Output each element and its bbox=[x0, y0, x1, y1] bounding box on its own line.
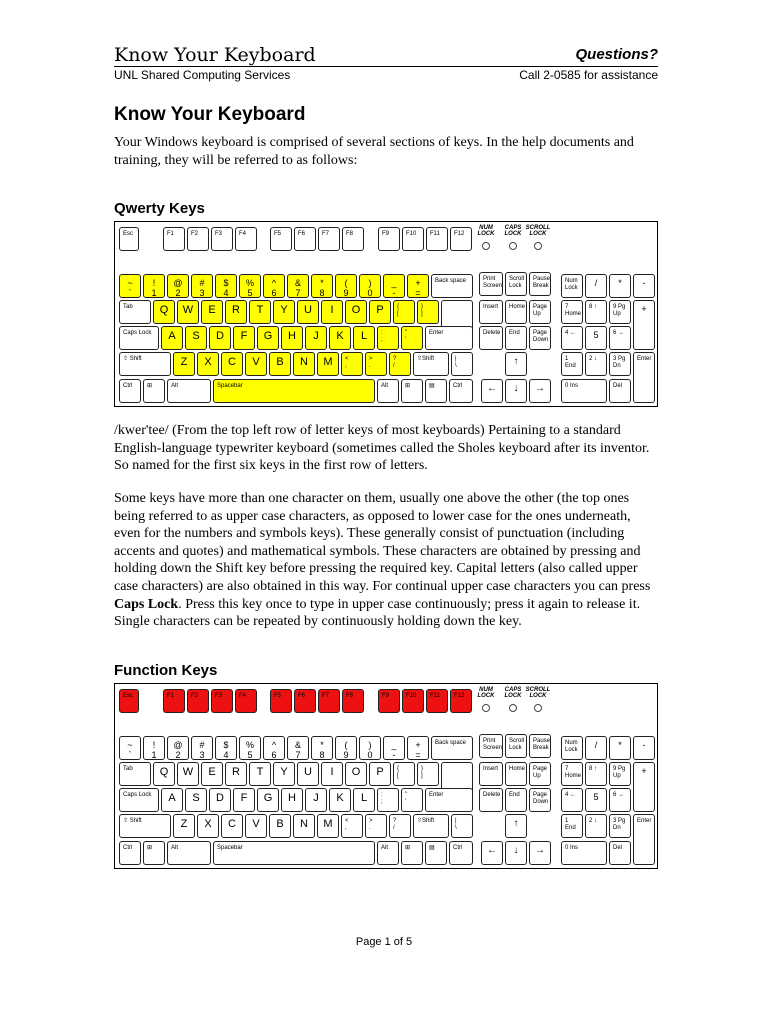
keyboard-key: ~ ` bbox=[119, 274, 141, 298]
keyboard-key: J bbox=[305, 326, 327, 350]
keyboard-key: } ] bbox=[417, 762, 439, 786]
keyboard-key: Caps Lock bbox=[119, 788, 159, 812]
keyboard-key: @ 2 bbox=[167, 274, 189, 298]
keyboard-key: K bbox=[329, 788, 351, 812]
keyboard-key: F5 bbox=[270, 227, 292, 251]
keyboard-key: F6 bbox=[294, 689, 316, 713]
led-label: SCROLL LOCK bbox=[525, 687, 551, 699]
keyboard-key: Alt bbox=[167, 841, 211, 865]
led-label: NUM LOCK bbox=[477, 225, 495, 237]
keyboard-key: F9 bbox=[378, 227, 400, 251]
keyboard-key: Enter bbox=[633, 814, 655, 865]
keyboard-key: F7 bbox=[318, 689, 340, 713]
keyboard-key: Z bbox=[173, 814, 195, 838]
keyboard-key: + = bbox=[407, 736, 429, 760]
intro-paragraph: Your Windows keyboard is comprised of several sections of keys. In the help documents and training, they will be referred to as follows: bbox=[114, 135, 634, 168]
keyboard-key: Print Screen bbox=[479, 272, 503, 296]
keyboard-key: 6 → bbox=[609, 326, 631, 350]
keyboard-key: D bbox=[209, 326, 231, 350]
keyboard-key: Delete bbox=[479, 788, 503, 812]
keyboard-key: Page Down bbox=[529, 326, 551, 350]
keyboard-key: 9 Pg Up bbox=[609, 300, 631, 324]
keyboard-key: % 5 bbox=[239, 736, 261, 760]
keyboard-key: / bbox=[585, 274, 607, 298]
keyboard-key: Spacebar bbox=[213, 379, 375, 403]
keyboard-key: ) 0 bbox=[359, 274, 381, 298]
keyboard-key: Ctrl bbox=[449, 841, 473, 865]
keyboard-key: F11 bbox=[426, 227, 448, 251]
keyboard-key: 8 ↑ bbox=[585, 762, 607, 786]
keyboard-key: " ' bbox=[401, 788, 423, 812]
keyboard-key: A bbox=[161, 326, 183, 350]
keyboard-key: → bbox=[529, 841, 551, 865]
keyboard-key: O bbox=[345, 300, 367, 324]
keyboard-key: * bbox=[609, 736, 631, 760]
keyboard-key: F6 bbox=[294, 227, 316, 251]
keyboard-key: F2 bbox=[187, 227, 209, 251]
keyboard-key: F8 bbox=[342, 227, 364, 251]
keyboard-key: - bbox=[633, 274, 655, 298]
keyboard-key: * 8 bbox=[311, 274, 333, 298]
keyboard-key: ⇧ Shift bbox=[119, 814, 171, 838]
keyboard-key: V bbox=[245, 814, 267, 838]
keyboard-key: N bbox=[293, 352, 315, 376]
led-label: CAPS LOCK bbox=[504, 687, 522, 699]
header-questions: Questions? bbox=[575, 46, 658, 63]
keyboard-key: Alt bbox=[377, 379, 399, 403]
keyboard-key: ( 9 bbox=[335, 274, 357, 298]
keyboard-key: R bbox=[225, 762, 247, 786]
keyboard-key: F8 bbox=[342, 689, 364, 713]
page-footer: Page 1 of 5 bbox=[355, 936, 413, 948]
keyboard-key: 7 Home bbox=[561, 762, 583, 786]
keyboard-key: P bbox=[369, 300, 391, 324]
keyboard-key: U bbox=[297, 762, 319, 786]
led-label: SCROLL LOCK bbox=[525, 225, 551, 237]
keyboard-key: ← bbox=[481, 379, 503, 403]
keyboard-key: R bbox=[225, 300, 247, 324]
keyboard-key: B bbox=[269, 352, 291, 376]
keyboard-key: Y bbox=[273, 762, 295, 786]
header-call: Call 2-0585 for assistance bbox=[519, 68, 658, 82]
keyboard-key: & 7 bbox=[287, 736, 309, 760]
keyboard-key: Delete bbox=[479, 326, 503, 350]
keyboard-key: 0 Ins bbox=[561, 379, 607, 403]
keyboard-key: M bbox=[317, 352, 339, 376]
keyboard-key: F1 bbox=[163, 689, 185, 713]
keyboard-qwerty bbox=[114, 221, 658, 407]
keyboard-key: S bbox=[185, 788, 207, 812]
keyboard-key: 1 End bbox=[561, 352, 583, 376]
keyboard-key: < , bbox=[341, 814, 363, 838]
keyboard-key: F4 bbox=[235, 689, 257, 713]
keyboard-key: # 3 bbox=[191, 274, 213, 298]
keyboard-key: F bbox=[233, 788, 255, 812]
keyboard-key: + bbox=[633, 762, 655, 812]
keyboard-key: T bbox=[249, 762, 271, 786]
keyboard-key: { [ bbox=[393, 762, 415, 786]
keyboard-key: ? / bbox=[389, 814, 411, 838]
qwerty-explanation: Some keys have more than one character on them, usually one above the other (the top ones being referred to as upper case characters, as opposed to lower case for the ones underneath, even for the numbers and symbols keys). These generally consist of punctuation (including accents and quotes) and mathematical symbols. These characters are obtained by pressing and holding down the Shift key before pressing the required key. Capital letters (also called upper case characters) are also obtained in this way. For continual upper case characters you can press Caps Lock. Press this key once to type in upper case continuously; press it again to release it. Single characters can be repeated by continuously holding down the key. bbox=[114, 491, 651, 630]
keyboard-key: H bbox=[281, 788, 303, 812]
keyboard-key: # 3 bbox=[191, 736, 213, 760]
keyboard-key: Q bbox=[153, 300, 175, 324]
keyboard-key: ▤ bbox=[425, 841, 447, 865]
keyboard-key: $ 4 bbox=[215, 274, 237, 298]
keyboard-key: C bbox=[221, 352, 243, 376]
keyboard-key: End bbox=[505, 326, 527, 350]
keyboard-key: ~ ` bbox=[119, 736, 141, 760]
keyboard-key: F bbox=[233, 326, 255, 350]
keyboard-key: H bbox=[281, 326, 303, 350]
keyboard-key: 4 ← bbox=[561, 326, 583, 350]
keyboard-key: F3 bbox=[211, 689, 233, 713]
keyboard-key: : ; bbox=[377, 788, 399, 812]
led-indicator-icon bbox=[482, 704, 490, 712]
keyboard-key: ^ 6 bbox=[263, 736, 285, 760]
keyboard-key: Esc bbox=[119, 227, 139, 251]
keyboard-key: Q bbox=[153, 762, 175, 786]
keyboard-key: J bbox=[305, 788, 327, 812]
keyboard-key: @ 2 bbox=[167, 736, 189, 760]
keyboard-key: W bbox=[177, 300, 199, 324]
keyboard-key: ^ 6 bbox=[263, 274, 285, 298]
keyboard-key: F4 bbox=[235, 227, 257, 251]
keyboard-key: ⊞ bbox=[143, 379, 165, 403]
caps-lock-term: Caps Lock bbox=[114, 596, 179, 612]
keyboard-key: Page Up bbox=[529, 762, 551, 786]
keyboard-key: * bbox=[609, 274, 631, 298]
led-indicator-icon bbox=[534, 242, 542, 250]
led-indicator-icon bbox=[534, 704, 542, 712]
led-indicator-icon bbox=[482, 242, 490, 250]
keyboard-key: Ctrl bbox=[119, 841, 141, 865]
keyboard-key: F9 bbox=[378, 689, 400, 713]
keyboard-key: K bbox=[329, 326, 351, 350]
keyboard-key: 4 ← bbox=[561, 788, 583, 812]
keyboard-key: / bbox=[585, 736, 607, 760]
keyboard-key: ⇧Shift bbox=[413, 814, 449, 838]
keyboard-key: Del bbox=[609, 379, 631, 403]
keyboard-key: F12 bbox=[450, 689, 472, 713]
keyboard-key: I bbox=[321, 762, 343, 786]
keyboard-key: _ - bbox=[383, 736, 405, 760]
keyboard-key: M bbox=[317, 814, 339, 838]
keyboard-key: V bbox=[245, 352, 267, 376]
keyboard-key: : ; bbox=[377, 326, 399, 350]
keyboard-key: G bbox=[257, 788, 279, 812]
keyboard-key: Spacebar bbox=[213, 841, 375, 865]
keyboard-key: ← bbox=[481, 841, 503, 865]
keyboard-key: Y bbox=[273, 300, 295, 324]
keyboard-key: X bbox=[197, 352, 219, 376]
qwerty-heading: Qwerty Keys bbox=[114, 200, 205, 217]
keyboard-key: F10 bbox=[402, 689, 424, 713]
keyboard-key: ⊞ bbox=[401, 379, 423, 403]
keyboard-key: D bbox=[209, 788, 231, 812]
keyboard-key: Enter bbox=[425, 326, 473, 350]
keyboard-key: ↑ bbox=[505, 814, 527, 838]
keyboard-key: ? / bbox=[389, 352, 411, 376]
keyboard-key: - bbox=[633, 736, 655, 760]
keyboard-key: E bbox=[201, 762, 223, 786]
keyboard-key: * 8 bbox=[311, 736, 333, 760]
keyboard-key: 5 bbox=[585, 788, 607, 812]
keyboard-key: Ctrl bbox=[449, 379, 473, 403]
keyboard-key: Scroll Lock bbox=[505, 734, 527, 758]
keyboard-key: T bbox=[249, 300, 271, 324]
keyboard-key: P bbox=[369, 762, 391, 786]
keyboard-key: Insert bbox=[479, 300, 503, 324]
keyboard-key: Insert bbox=[479, 762, 503, 786]
keyboard-key: Ctrl bbox=[119, 379, 141, 403]
keyboard-key: ( 9 bbox=[335, 736, 357, 760]
keyboard-key: Caps Lock bbox=[119, 326, 159, 350]
keyboard-key: U bbox=[297, 300, 319, 324]
keyboard-key: G bbox=[257, 326, 279, 350]
keyboard-key: 2 ↓ bbox=[585, 814, 607, 838]
keyboard-key: + = bbox=[407, 274, 429, 298]
keyboard-key: Alt bbox=[167, 379, 211, 403]
header-title: Know Your Keyboard bbox=[114, 44, 316, 66]
keyboard-key: | \ bbox=[451, 352, 473, 376]
keyboard-key: Num Lock bbox=[561, 274, 583, 298]
keyboard-key: S bbox=[185, 326, 207, 350]
keyboard-key: Page Down bbox=[529, 788, 551, 812]
keyboard-key: B bbox=[269, 814, 291, 838]
keyboard-key: ⊞ bbox=[143, 841, 165, 865]
led-indicator-icon bbox=[509, 242, 517, 250]
keyboard-key: Del bbox=[609, 841, 631, 865]
keyboard-key: → bbox=[529, 379, 551, 403]
keyboard-key: Alt bbox=[377, 841, 399, 865]
keyboard-key: Pause Break bbox=[529, 272, 551, 296]
keyboard-key: Enter bbox=[633, 352, 655, 403]
keyboard-key: 2 ↓ bbox=[585, 352, 607, 376]
keyboard-key: O bbox=[345, 762, 367, 786]
header-rule bbox=[114, 66, 658, 67]
keyboard-key: Pause Break bbox=[529, 734, 551, 758]
header-subtitle: UNL Shared Computing Services bbox=[114, 68, 291, 82]
keyboard-key: ⊞ bbox=[401, 841, 423, 865]
keyboard-key: " ' bbox=[401, 326, 423, 350]
keyboard-key: ⇧Shift bbox=[413, 352, 449, 376]
keyboard-key: C bbox=[221, 814, 243, 838]
keyboard-key: ▤ bbox=[425, 379, 447, 403]
keyboard-key: F12 bbox=[450, 227, 472, 251]
keyboard-key: 7 Home bbox=[561, 300, 583, 324]
keyboard-key: ! 1 bbox=[143, 274, 165, 298]
keyboard-key: F2 bbox=[187, 689, 209, 713]
keyboard-key: Page Up bbox=[529, 300, 551, 324]
keyboard-key: End bbox=[505, 788, 527, 812]
keyboard-key: I bbox=[321, 300, 343, 324]
keyboard-key: ⇧ Shift bbox=[119, 352, 171, 376]
keyboard-key: Esc bbox=[119, 689, 139, 713]
function-heading: Function Keys bbox=[114, 662, 218, 679]
keyboard-key: F11 bbox=[426, 689, 448, 713]
keyboard-key: > . bbox=[365, 814, 387, 838]
keyboard-key: L bbox=[353, 326, 375, 350]
keyboard-key: 1 End bbox=[561, 814, 583, 838]
page-title: Know Your Keyboard bbox=[114, 104, 306, 125]
led-label: CAPS LOCK bbox=[504, 225, 522, 237]
keyboard-key: Home bbox=[505, 300, 527, 324]
keyboard-key: F5 bbox=[270, 689, 292, 713]
keyboard-key: 5 bbox=[585, 326, 607, 350]
keyboard-key: Back space bbox=[431, 736, 473, 760]
keyboard-key: ↓ bbox=[505, 379, 527, 403]
keyboard-key: L bbox=[353, 788, 375, 812]
keyboard-key: F10 bbox=[402, 227, 424, 251]
led-label: NUM LOCK bbox=[477, 687, 495, 699]
keyboard-key: W bbox=[177, 762, 199, 786]
keyboard-key: 3 Pg Dn bbox=[609, 352, 631, 376]
keyboard-key: Enter bbox=[425, 788, 473, 812]
keyboard-key: Back space bbox=[431, 274, 473, 298]
keyboard-key: _ - bbox=[383, 274, 405, 298]
keyboard-key: 0 Ins bbox=[561, 841, 607, 865]
keyboard-key: ↑ bbox=[505, 352, 527, 376]
keyboard-key: Num Lock bbox=[561, 736, 583, 760]
keyboard-key: & 7 bbox=[287, 274, 309, 298]
keyboard-function bbox=[114, 683, 658, 869]
keyboard-key: F1 bbox=[163, 227, 185, 251]
keyboard-key: A bbox=[161, 788, 183, 812]
keyboard-key: 6 → bbox=[609, 788, 631, 812]
keyboard-key: } ] bbox=[417, 300, 439, 324]
keyboard-key: + bbox=[633, 300, 655, 350]
led-indicator-icon bbox=[509, 704, 517, 712]
keyboard-key: F7 bbox=[318, 227, 340, 251]
keyboard-key: 3 Pg Dn bbox=[609, 814, 631, 838]
keyboard-key: F3 bbox=[211, 227, 233, 251]
keyboard-key: > . bbox=[365, 352, 387, 376]
keyboard-key: X bbox=[197, 814, 219, 838]
keyboard-key: 8 ↑ bbox=[585, 300, 607, 324]
keyboard-key: { [ bbox=[393, 300, 415, 324]
qwerty-definition: /kwer'tee/ (From the top left row of letter keys of most keyboards) Pertaining to a standard English-language typewriter keyboard (sometimes called the Sholes keyboard after its inventor. So named for the first six keys in the first row of letters. bbox=[114, 423, 650, 474]
keyboard-key: < , bbox=[341, 352, 363, 376]
keyboard-key: E bbox=[201, 300, 223, 324]
keyboard-key: ) 0 bbox=[359, 736, 381, 760]
keyboard-key: Z bbox=[173, 352, 195, 376]
keyboard-key: Tab bbox=[119, 762, 151, 786]
keyboard-key: ! 1 bbox=[143, 736, 165, 760]
keyboard-key: 9 Pg Up bbox=[609, 762, 631, 786]
keyboard-key: Tab bbox=[119, 300, 151, 324]
keyboard-key: N bbox=[293, 814, 315, 838]
keyboard-key: % 5 bbox=[239, 274, 261, 298]
keyboard-key: ↓ bbox=[505, 841, 527, 865]
keyboard-key: Print Screen bbox=[479, 734, 503, 758]
keyboard-key: | \ bbox=[451, 814, 473, 838]
keyboard-key: Home bbox=[505, 762, 527, 786]
keyboard-key: Scroll Lock bbox=[505, 272, 527, 296]
keyboard-key: $ 4 bbox=[215, 736, 237, 760]
